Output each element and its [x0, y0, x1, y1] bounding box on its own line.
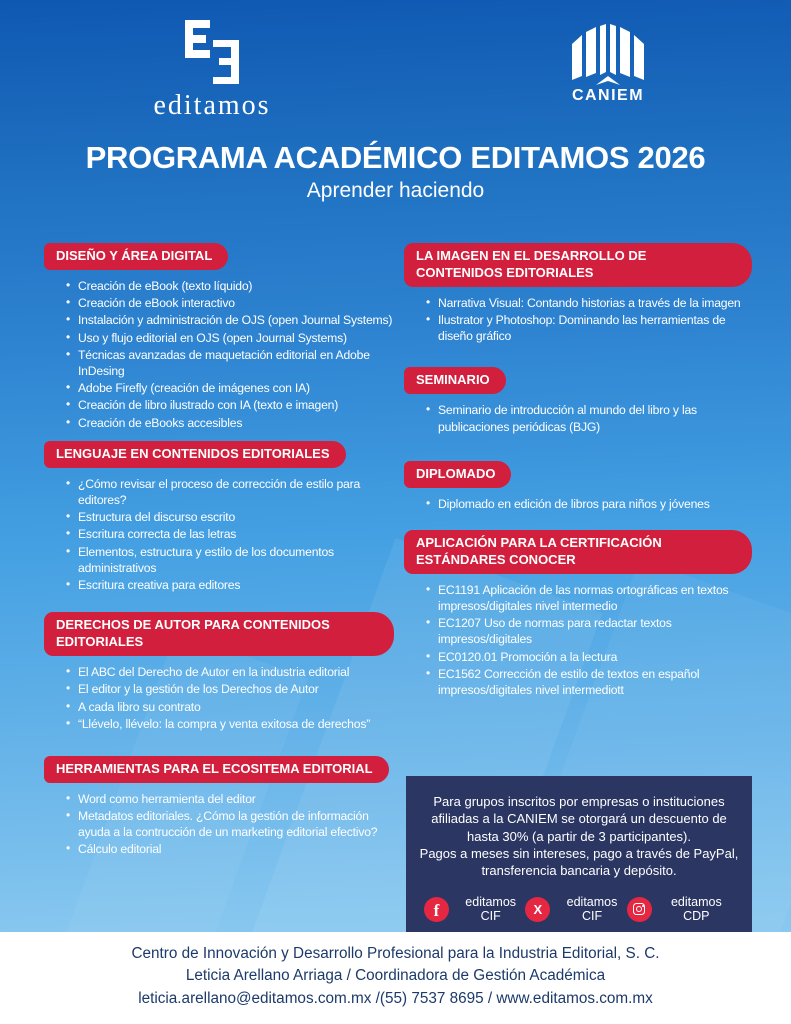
instagram-icon — [627, 897, 652, 922]
course-item: • Uso y flujo editorial en OJS (open Journal Systems) — [66, 330, 394, 346]
social-item — [525, 895, 626, 923]
footer-contact: leticia.arellano@editamos.com.mx /(55) 7537 8695 / www.editamos.com.mx — [138, 989, 653, 1007]
section-header: APLICACIÓN PARA LA CERTIFICACIÓN ESTÁNDARES CONOCER — [404, 530, 752, 574]
course-list — [44, 476, 394, 594]
editamos-wordmark: editamos — [153, 90, 271, 121]
course-list — [44, 664, 394, 732]
course-item: • Metadatos editoriales. ¿Cómo la gestión de información ayuda a la contrucción de un marketing editorial efectivo? — [66, 808, 394, 840]
promo-text-discount: Para grupos inscritos por empresas o instituciones afiliadas a la CANIEM se otorgará un descuento de hasta 30% (a partir de 3 participantes). — [431, 794, 727, 844]
editamos-mark-icon — [183, 20, 241, 86]
left-column — [44, 243, 394, 859]
page-subtitle: Aprender haciendo — [306, 179, 485, 202]
course-item: • El ABC del Derecho de Autor en la industria editorial — [66, 664, 394, 680]
section — [44, 243, 394, 431]
course-item: • El editor y la gestión de los Derechos de Autor — [66, 681, 394, 697]
social-item — [424, 895, 525, 923]
section — [44, 756, 394, 858]
course-item: • Diplomado en edición de libros para niños y jóvenes — [426, 496, 752, 512]
course-item: • Creación de eBook interactivo — [66, 295, 394, 311]
course-item: • Cálculo editorial — [66, 841, 394, 857]
course-list — [404, 582, 752, 699]
course-item: • Estructura del discurso escrito — [66, 509, 394, 525]
course-item: • Elementos, estructura y estilo de los documentos administrativos — [66, 544, 394, 576]
right-column — [404, 243, 752, 699]
section-header: DISEÑO Y ÁREA DIGITAL — [44, 243, 228, 270]
course-list — [44, 278, 394, 431]
course-item: • Ilustrator y Photoshop: Dominando las herramientas de diseño gráfico — [426, 312, 752, 344]
section-header: SEMINARIO — [404, 367, 506, 394]
course-item: • “Llévelo, llévelo: la compra y venta exitosa de derechos” — [66, 716, 394, 732]
course-item: • Escritura creativa para editores — [66, 577, 394, 593]
page-title: PROGRAMA ACADÉMICO EDITAMOS 2026 — [85, 140, 706, 175]
course-item: • Narrativa Visual: Contando historias a través de la imagen — [426, 295, 752, 311]
caniem-wordmark: CANIEM — [571, 87, 645, 104]
footer-coordinator: Leticia Arellano Arriaga / Coordinadora de Gestión Académica — [185, 967, 606, 985]
editamos-logo — [128, 20, 296, 122]
social-item — [627, 895, 734, 923]
course-item: • EC1562 Corrección de estilo de textos en español impresos/digitales nivel intermediott — [426, 666, 752, 698]
course-item: • A cada libro su contrato — [66, 699, 394, 715]
course-item: • Técnicas avanzadas de maquetación editorial en Adobe InDesing — [66, 347, 394, 379]
section — [404, 367, 752, 434]
section — [44, 612, 394, 732]
course-item: • ¿Cómo revisar el proceso de corrección de estilo para editores? — [66, 476, 394, 508]
course-item: • Seminario de introducción al mundo del libro y las publicaciones periódicas (BJG) — [426, 402, 752, 434]
section — [404, 530, 752, 698]
course-item: • EC1191 Aplicación de las normas ortográficas en textos impresos/digitales nivel intermedio — [426, 582, 752, 614]
course-list — [44, 791, 394, 858]
caniem-book-icon — [566, 24, 650, 86]
section — [44, 441, 394, 593]
social-row — [418, 895, 740, 923]
promo-box — [406, 776, 752, 932]
course-item: • Creación de eBooks accesibles — [66, 415, 394, 431]
social-label: editamos CIF — [465, 895, 517, 924]
promo-text-payment: Pagos a meses sin intereses, pago a través de PayPal, transferencia bancaria y depósito. — [419, 845, 739, 879]
course-list — [404, 295, 752, 345]
course-item: • Creación de libro ilustrado con IA (texto e imagen) — [66, 397, 394, 413]
course-item: • Instalación y administración de OJS (open Journal Systems) — [66, 312, 394, 328]
footer-organization: Centro de Innovación y Desarrollo Profesional para la Industria Editorial, S. C. — [131, 945, 660, 962]
section-header: DIPLOMADO — [404, 461, 511, 488]
social-label: editamos CDP — [670, 895, 722, 924]
caniem-logo — [543, 24, 673, 105]
course-item: • Creación de eBook (texto líquido) — [66, 278, 394, 294]
course-item: • EC0120.01 Promoción a la lectura — [426, 649, 752, 665]
course-list — [404, 496, 752, 512]
social-label: editamos CIF — [566, 895, 618, 924]
footer — [0, 932, 791, 1024]
course-item: • Adobe Firefly (creación de imágenes con IA) — [66, 380, 394, 396]
section-header: DERECHOS DE AUTOR PARA CONTENIDOS EDITORIALES — [44, 612, 394, 656]
section-header: LENGUAJE EN CONTENIDOS EDITORIALES — [44, 441, 346, 468]
course-item: • EC1207 Uso de normas para redactar textos impresos/digitales — [426, 615, 752, 647]
section-header: HERRAMIENTAS PARA EL ECOSITEMA EDITORIAL — [44, 756, 389, 783]
x-icon: X — [525, 897, 550, 922]
facebook-icon: f — [424, 897, 449, 922]
section — [404, 243, 752, 344]
course-list — [404, 402, 752, 434]
section-header: LA IMAGEN EN EL DESARROLLO DE CONTENIDOS EDITORIALES — [404, 243, 752, 287]
section — [404, 461, 752, 512]
course-item: • Escritura correcta de las letras — [66, 526, 394, 542]
course-item: • Word como herramienta del editor — [66, 791, 394, 807]
